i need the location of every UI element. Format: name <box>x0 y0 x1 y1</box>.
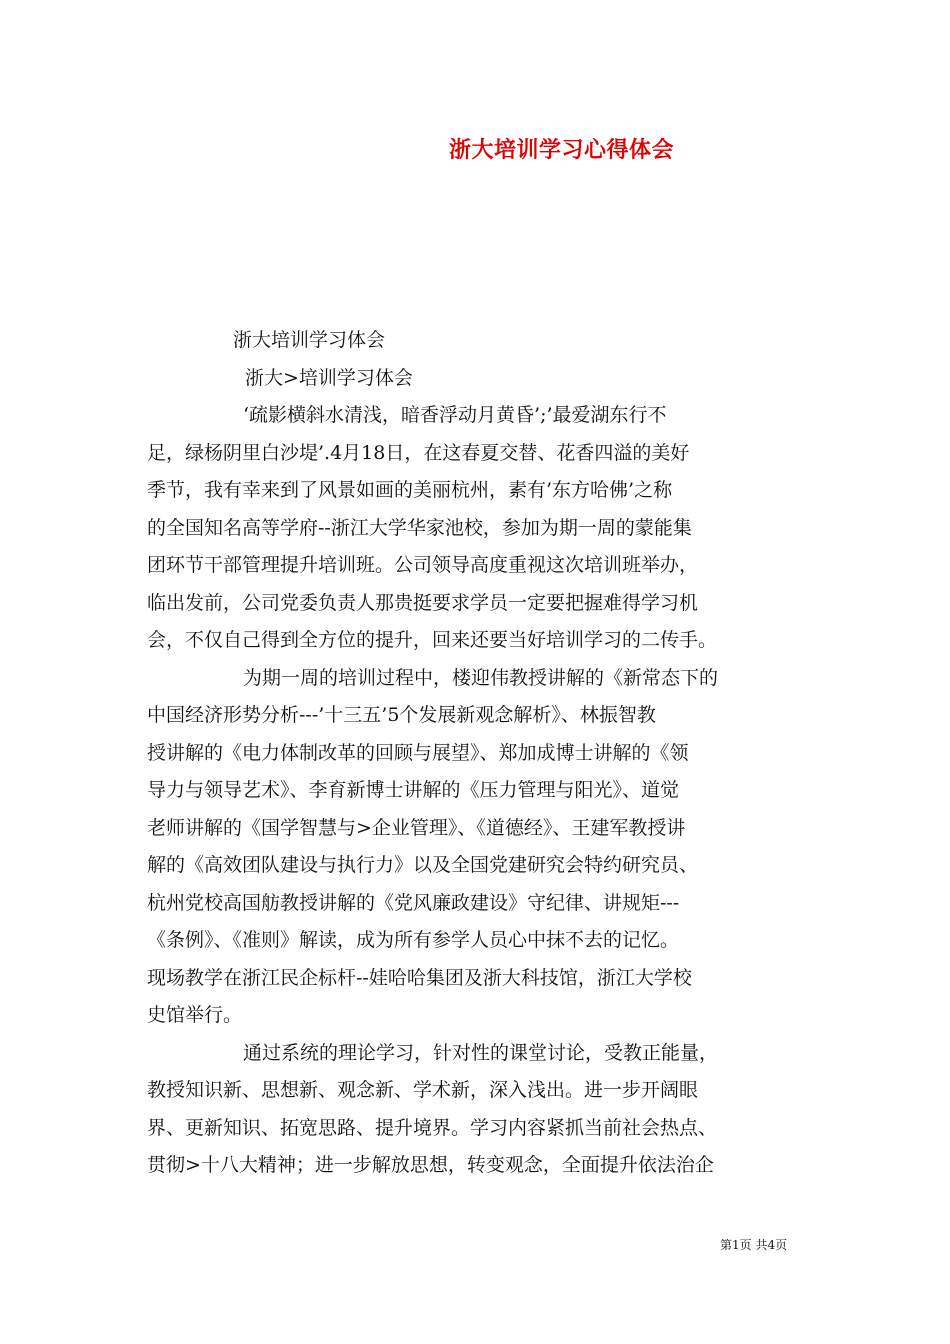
document-title: 浙大培训学习心得体会 <box>449 137 675 163</box>
document-body <box>147 322 809 1185</box>
paragraph-line: 会，不仅自己得到全方位的提升，回来还要当好培训学习的二传手。 <box>147 629 718 651</box>
paragraph-line: 为期一周的培训过程中，楼迎伟教授讲解的《新常态下的 <box>243 666 719 689</box>
paragraph-line: 老师讲解的《国学智慧与>企业管理》、《道德经》、王建军教授讲 <box>147 816 686 839</box>
paragraph-line: 《条例》、《准则》解读，成为所有参学人员心中抹不去的记忆。 <box>147 929 680 951</box>
subtitle-line: 浙大>培训学习体会 <box>245 366 413 389</box>
subtitle-line: 浙大培训学习体会 <box>233 329 386 351</box>
paragraph-line: 界、更新知识、拓宽思路、提升境界。学习内容紧抓当前社会热点、 <box>147 1116 718 1139</box>
paragraph-line: 史馆举行。 <box>147 1004 243 1026</box>
page-footer: 第1页 共4页 <box>720 1238 788 1252</box>
paragraph-line: 季节，我有幸来到了风景如画的美丽杭州，素有’东方哈佛’之称 <box>147 479 673 501</box>
paragraph-line: 贯彻>十八大精神；进一步解放思想，转变观念，全面提升依法治企 <box>147 1154 714 1176</box>
paragraph-line: 现场教学在浙江民企标杆--娃哈哈集团及浙大科技馆，浙江大学校 <box>147 966 692 989</box>
paragraph-line: 足，绿杨阴里白沙堤’.4月18日，在这春夏交替、花香四溢的美好 <box>147 441 690 464</box>
paragraph-line: 解的《高效团队建设与执行力》以及全国党建研究会特约研究员、 <box>147 854 699 876</box>
paragraph-line: ‘疏影横斜水清浅，暗香浮动月黄昏’;’最爱湖东行不 <box>243 404 667 426</box>
paragraph-line: 教授知识新、思想新、观念新、学术新，深入浅出。进一步开阔眼 <box>147 1079 699 1101</box>
paragraph-line: 杭州党校高国舫教授讲解的《党风廉政建设》守纪律、讲规矩--- <box>147 891 680 914</box>
paragraph-line: 通过系统的理论学习，针对性的课堂讨论，受教正能量， <box>243 1041 719 1064</box>
paragraph-line: 授讲解的《电力体制改革的回顾与展望》、郑加成博士讲解的《领 <box>147 741 689 764</box>
paragraph-line: 的全国知名高等学府--浙江大学华家池校，参加为期一周的蒙能集 <box>147 516 692 539</box>
paragraph-line: 导力与领导艺术》、李育新博士讲解的《压力管理与阳光》、道觉 <box>147 779 680 801</box>
paragraph-line: 临出发前，公司党委负责人那贵挺要求学员一定要把握难得学习机 <box>147 591 699 614</box>
paragraph-line: 团环节干部管理提升培训班。公司领导高度重视这次培训班举办， <box>147 554 699 576</box>
paragraph-line: 中国经济形势分析---’十三五’5个发展新观念解析》、林振智教 <box>147 704 656 726</box>
